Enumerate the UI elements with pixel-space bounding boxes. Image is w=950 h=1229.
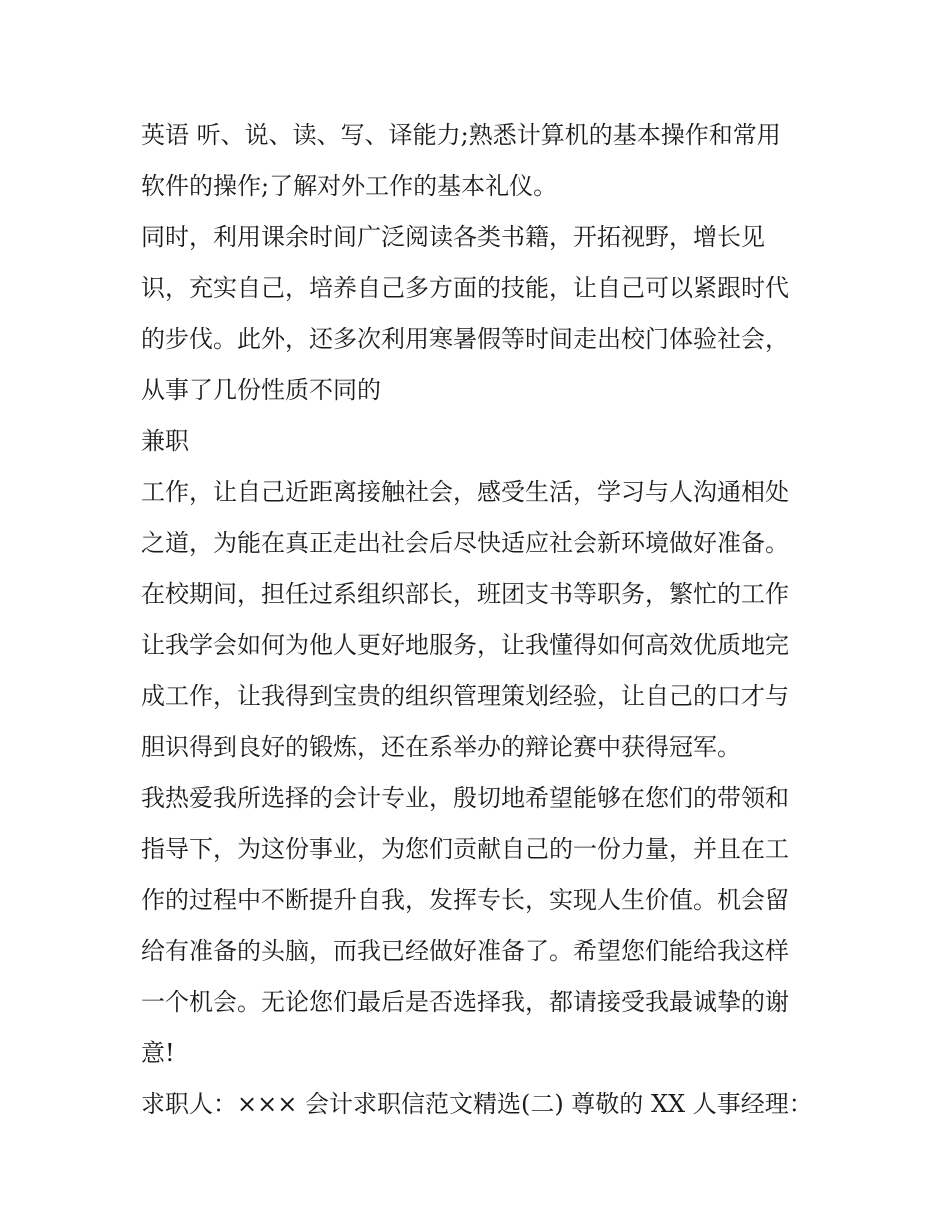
text-line: 兼职: [141, 427, 189, 455]
text-line: 从事了几份性质不同的: [141, 376, 381, 404]
text-line: 胆识得到良好的锻炼，还在系举办的辩论赛中获得冠军。: [141, 733, 741, 761]
text-line: 作的过程中不断提升自我，发挥专长，实现人生价值。机会留: [141, 886, 789, 914]
text-line: 的步伐。此外，还多次利用寒暑假等时间走出校门体验社会，: [141, 325, 789, 353]
text-line: 我热爱我所选择的会计专业，殷切地希望能够在您们的带领和: [141, 784, 789, 812]
text-line: 让我学会如何为他人更好地服务，让我懂得如何高效优质地完: [141, 631, 789, 659]
text-line: 工作，让自己近距离接触社会，感受生活，学习与人沟通相处: [141, 478, 789, 506]
text-line: 一个机会。无论您们最后是否选择我，都请接受我最诚挚的谢: [141, 988, 789, 1016]
text-line: 英语 听、说、读、写、译能力;熟悉计算机的基本操作和常用: [141, 121, 781, 149]
text-line: 软件的操作;了解对外工作的基本礼仪。: [141, 172, 558, 200]
text-line: 之道，为能在真正走出社会后尽快适应社会新环境做好准备。: [141, 529, 789, 557]
text-line: 同时，利用课余时间广泛阅读各类书籍，开拓视野，增长见: [141, 223, 765, 251]
signature-line: 求职人：××× 会计求职信范文精选(二) 尊敬的 XX 人事经理：: [141, 1090, 813, 1118]
document-text-body: [141, 110, 821, 1130]
text-line: 指导下，为这份事业，为您们贡献自己的一份力量，并且在工: [141, 835, 789, 863]
text-line: 意!: [141, 1039, 175, 1067]
text-line: 成工作，让我得到宝贵的组织管理策划经验，让自己的口才与: [141, 682, 789, 710]
text-line: 给有准备的头脑，而我已经做好准备了。希望您们能给我这样: [141, 937, 789, 965]
text-line: 在校期间，担任过系组织部长，班团支书等职务，繁忙的工作: [141, 580, 789, 608]
text-line: 识，充实自己，培养自己多方面的技能，让自己可以紧跟时代: [141, 274, 789, 302]
